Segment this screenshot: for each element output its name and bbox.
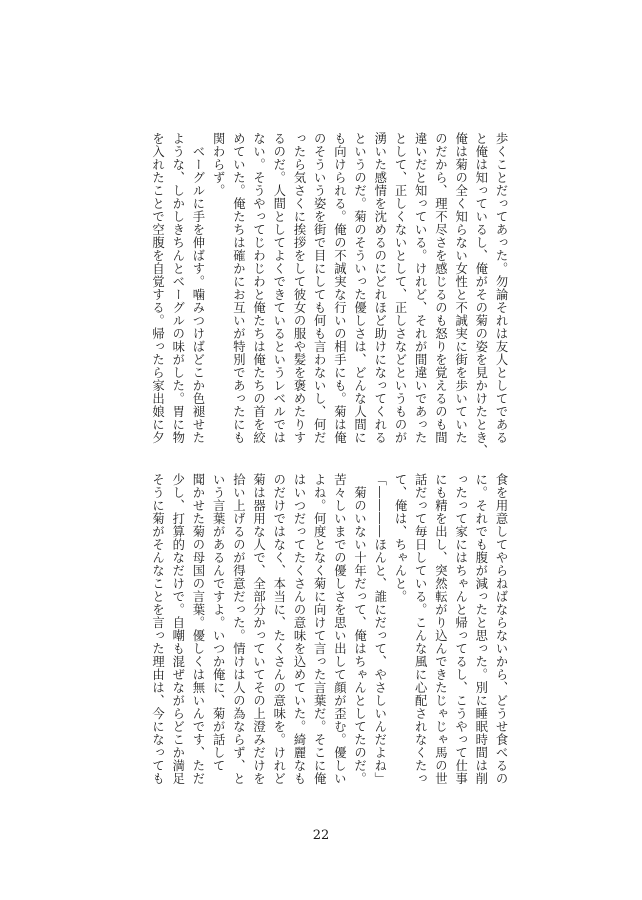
- text-line: いう言葉があるんですよ。いつか俺に、菊が話して: [211, 473, 226, 772]
- text-line: と俺は知っているし、俺がその菊の姿を見かけたとき、: [473, 132, 488, 457]
- text-line: 少し、打算的なだけで。自嘲も混ぜながらどこか満足: [170, 473, 185, 785]
- text-line: 拾い上げるのが得意だった。情けは人の為ならず、と: [231, 473, 246, 785]
- text-line: のだから、理不尽さを感じるのも怒りを覚えるのも間: [433, 132, 448, 444]
- text-line: そうに菊がそんなことを言った理由は、今になっても: [150, 473, 165, 785]
- text-line: のそういう姿を街で目にしても何も言わないし、何だ: [312, 132, 327, 444]
- text-line: ような、しかしきちんとベーグルの味がした。胃に物: [170, 132, 185, 444]
- text-line: も向けられる。俺の不誠実な行いの相手にも。菊は俺: [332, 132, 347, 444]
- text-line: 菊のいない十年だって、俺はちゃんとしてたのだ。: [352, 473, 367, 785]
- lower-text-block: [147, 473, 511, 803]
- text-line: として、正しくないとして、正しさなどというものが: [392, 132, 407, 444]
- text-line: めていた。俺たちは確かにお互いが特別であったにも: [231, 132, 246, 444]
- text-line: 菊は器用な人で、全部分かっていてその上澄みだけを: [251, 473, 266, 785]
- upper-text-block: [147, 132, 511, 462]
- text-line: 苦々しいまでの優しさを思い出して顔が歪む。優しい: [332, 473, 347, 785]
- text-line: 話だって毎日している。こんな風に心配されなくたっ: [413, 473, 428, 785]
- page-number: 22: [312, 828, 330, 843]
- text-line: て、俺は、ちゃんと。: [392, 473, 407, 603]
- text-line: ったら気さくに挨拶をして彼女の服や髪を褒めたりす: [291, 132, 306, 444]
- text-line: ベーグルに手を伸ばす。噛みつけばどこか色褪せた: [190, 132, 205, 444]
- text-line: に。それでも腹が減ったと思った。別に睡眠時間は削: [473, 473, 488, 785]
- text-line: というのだ。菊のそういった優しさは、どんな人間に: [352, 132, 367, 444]
- text-line: ったって家にはちゃんと帰ってるし、こうやって仕事: [453, 473, 468, 785]
- text-line: にも精を出し、突然転がり込んできたじゃじゃ馬の世: [433, 473, 448, 785]
- text-line: 関わらず。: [211, 132, 226, 197]
- text-line: 湧いた感情を沈めるのにどれほど助けになってくれる: [372, 132, 387, 444]
- text-line: ない。そうやってじわじわと俺たちは俺たちの首を絞: [251, 132, 266, 444]
- text-line: 聞かせた菊の母国の言葉。優しくは無いんです、ただ: [190, 473, 205, 785]
- text-line: 違いだと知っている。けれど、それが間違いであった: [413, 132, 428, 444]
- text-line: よね。何度となく菊に向けて言った言葉だ。そこに俺: [312, 473, 327, 785]
- text-line: 歩くことだってあった。勿論それは友人としてである: [494, 132, 508, 444]
- text-line: 「――――ほんと、誰にだって、やさしいんだよね」: [372, 473, 387, 785]
- text-line: を入れたことで空腹を自覚する。帰ったら家出娘に夕: [150, 132, 165, 444]
- text-line: 俺は菊の全く知らない女性と不誠実に街を歩いていた: [453, 132, 468, 444]
- text-line: はいつだってたくさんの意味を込めていた。綺麗なも: [291, 473, 306, 785]
- text-line: のだけではなく、本当に、たくさんの意味を。けれど: [271, 473, 286, 785]
- text-line: 食を用意してやらねばならないから、どうせ食べるの: [494, 473, 508, 785]
- text-line: るのだ。人間としてよくできているというレベルでは: [271, 132, 286, 444]
